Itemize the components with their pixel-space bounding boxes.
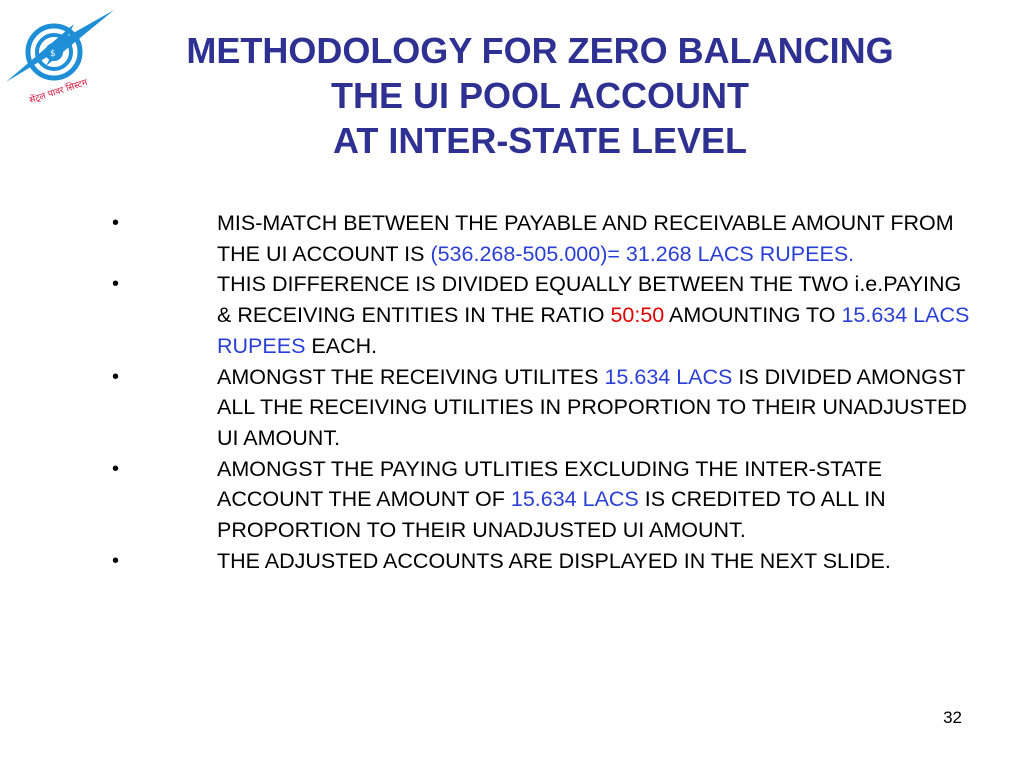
bullet-highlight-text: 15.634 LACS bbox=[604, 364, 733, 389]
bullet-list bbox=[110, 208, 970, 576]
bullet-item bbox=[110, 269, 970, 361]
slide-title-line-2: THE UI POOL ACCOUNT bbox=[330, 75, 749, 116]
slide-title bbox=[130, 28, 950, 163]
page-number: 32 bbox=[943, 708, 962, 727]
bullet-text: MIS-MATCH BETWEEN THE PAYABLE AND RECEIVABLE AMOUNT FROM THE UI ACCOUNT IS bbox=[217, 211, 954, 266]
svg-text:$: $ bbox=[50, 49, 56, 59]
organization-logo-icon bbox=[2, 4, 118, 102]
bullet-marker: • bbox=[112, 549, 120, 572]
bullet-highlight-text: 50:50 bbox=[610, 303, 665, 328]
bullet-item bbox=[110, 454, 970, 546]
bullet-item bbox=[110, 362, 970, 454]
bullet-highlight-text: 15.634 LACS bbox=[510, 487, 639, 512]
bullet-text: EACH. bbox=[305, 333, 378, 358]
bullet-text: THE ADJUSTED ACCOUNTS ARE DISPLAYED IN THE NEXT SLIDE. bbox=[217, 548, 891, 573]
bullet-marker: • bbox=[112, 457, 120, 480]
bullet-text: AMONGST THE PAYING UTLITIES EXCLUDING THE INTER-STATE ACCOUNT THE AMOUNT OF bbox=[217, 456, 882, 512]
bullet-text: AMONGST THE RECEIVING UTILITES bbox=[217, 364, 605, 389]
organization-logo bbox=[2, 4, 118, 102]
slide-title-line-1: METHODOLOGY FOR ZERO BALANCING bbox=[186, 30, 894, 71]
slide-title-line-3: AT INTER-STATE LEVEL bbox=[333, 120, 747, 161]
bullet-highlight-text: 15.634 LACS RUPEES bbox=[217, 303, 970, 358]
bullet-text: IS CREDITED TO ALL IN PROPORTION TO THEIR UNADJUSTED UI AMOUNT. bbox=[217, 487, 886, 543]
bullet-text: AMOUNTING TO bbox=[664, 303, 842, 328]
bullet-item bbox=[110, 546, 970, 577]
bullet-marker: • bbox=[112, 365, 120, 388]
bullet-text: THIS DIFFERENCE IS DIVIDED EQUALLY BETWEEN THE TWO i.e.PAYING & RECEIVING ENTITIES IN THE RATIO bbox=[217, 272, 962, 328]
bullet-marker: • bbox=[112, 273, 120, 296]
bullet-item bbox=[110, 208, 970, 269]
bullet-text: IS DIVIDED AMONGST ALL THE RECEIVING UTILITIES IN PROPORTION TO THEIR UNADJUSTED UI AMOUNT. bbox=[217, 364, 967, 450]
bullet-highlight-text: (536.268-505.000)= 31.268 LACS RUPEES. bbox=[430, 241, 855, 266]
logo-caption: सेंट्रल पावर सिस्टम bbox=[28, 77, 89, 102]
bullet-marker: • bbox=[112, 212, 120, 234]
